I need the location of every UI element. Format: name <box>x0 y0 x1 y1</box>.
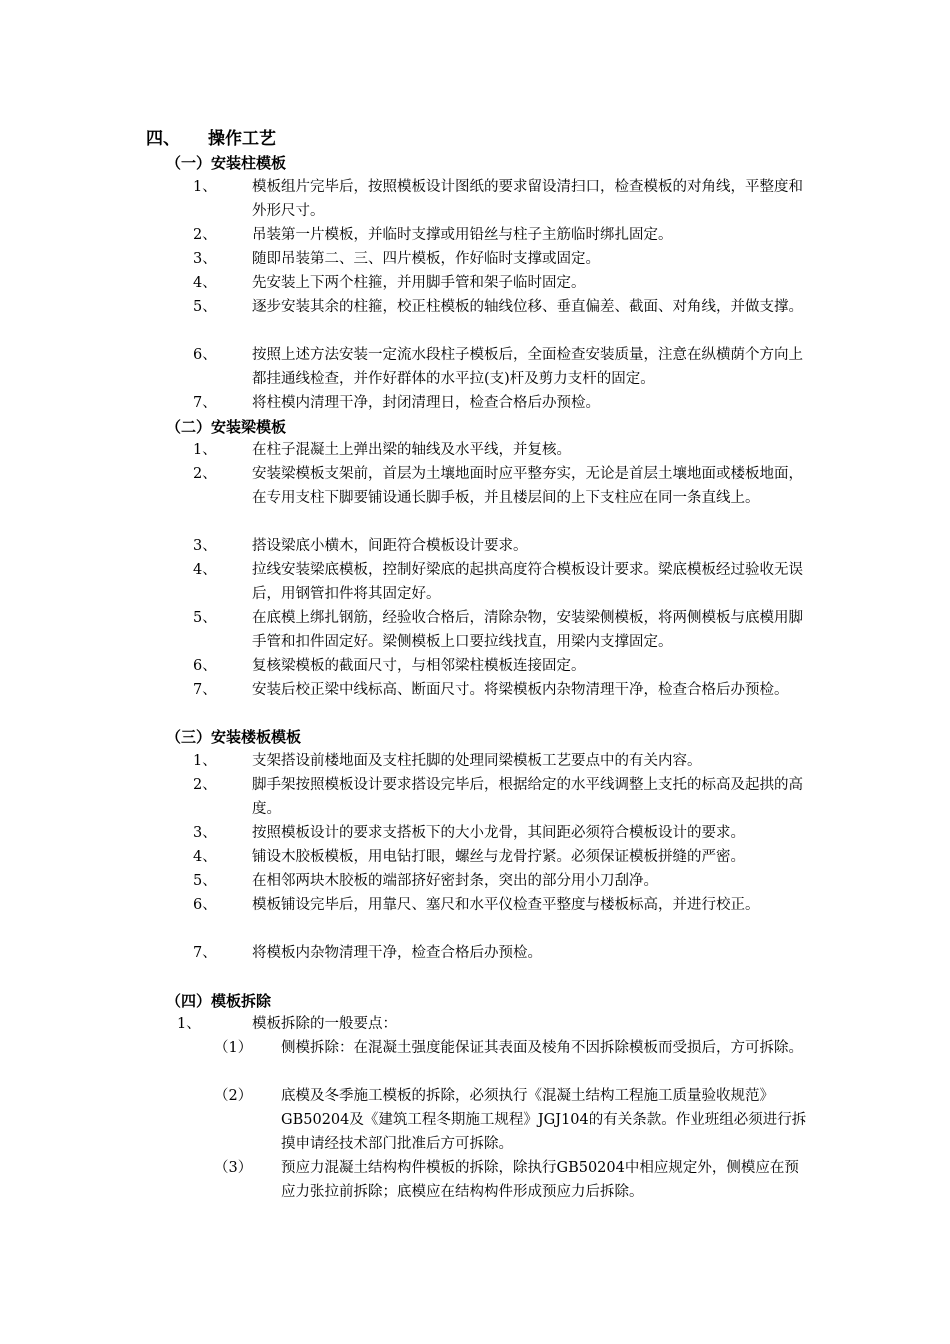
list-item <box>193 749 833 773</box>
item-text: 在底模上绑扎钢筋，经验收合格后，清除杂物，安装梁侧模板，将两侧模板与底模用脚手管和扣件固定好。梁侧模板上口要拉线找直，用梁内支撑固定。 <box>252 610 803 650</box>
subsection-heading <box>166 726 301 747</box>
item-number: 1、 <box>193 753 217 769</box>
item-text: 复核梁模板的截面尺寸，与相邻梁柱模板连接固定。 <box>252 658 586 674</box>
item-number: 2、 <box>193 466 217 482</box>
list-item <box>193 869 833 893</box>
list-item <box>193 558 833 606</box>
subitem-text: 预应力混凝土结构构件模板的拆除，除执行GB50204中相应规定外，侧模应在预应力张拉前拆除；底模应在结构构件形成预应力后拆除。 <box>281 1160 799 1200</box>
item-text: 随即吊装第二、三、四片模板，作好临时支撑或固定。 <box>252 251 600 267</box>
subsection-heading <box>166 990 271 1011</box>
item-text: 模板拆除的一般要点： <box>252 1016 397 1032</box>
item-text: 将模板内杂物清理干净，检查合格后办预检。 <box>252 945 542 961</box>
item-text: 安装后校正梁中线标高、断面尺寸。将梁模板内杂物清理干净，检查合格后办预检。 <box>252 682 789 698</box>
item-number: 1、 <box>177 1016 201 1032</box>
item-number: 1、 <box>193 442 217 458</box>
list-item <box>193 654 833 678</box>
item-number: 4、 <box>193 562 217 578</box>
item-text: 拉线安装梁底模板，控制好梁底的起拱高度符合模板设计要求。梁底模板经过验收无误后，用钢管扣件将其固定好。 <box>252 562 803 602</box>
subsection-heading <box>166 416 286 437</box>
item-number: 6、 <box>193 658 217 674</box>
item-number: 5、 <box>193 299 217 315</box>
list-item <box>193 678 833 702</box>
item-number: 6、 <box>193 897 217 913</box>
list-item <box>193 295 833 319</box>
subitem-text: 侧模拆除：在混凝土强度能保证其表面及棱角不因拆除模板而受损后，方可拆除。 <box>281 1040 803 1056</box>
item-number: 6、 <box>193 347 217 363</box>
list-item <box>193 271 833 295</box>
item-number: 2、 <box>193 227 217 243</box>
sub-list-item <box>214 1156 834 1204</box>
item-text: 先安装上下两个柱箍，并用脚手管和架子临时固定。 <box>252 275 586 291</box>
item-text: 安装梁模板支架前，首层为土壤地面时应平整夯实，无论是首层土壤地面或楼板地面，在专用支柱下脚要铺设通长脚手板，并且楼层间的上下支柱应在同一条直线上。 <box>252 466 803 506</box>
sub-list-item <box>214 1084 834 1156</box>
list-item <box>193 343 833 391</box>
item-number: 7、 <box>193 395 217 411</box>
list-item <box>193 438 833 462</box>
item-number: 7、 <box>193 945 217 961</box>
item-text: 搭设梁底小横木，间距符合模板设计要求。 <box>252 538 528 554</box>
item-number: 2、 <box>193 777 217 793</box>
subsection-title: 安装柱模板 <box>211 154 287 172</box>
item-text: 逐步安装其余的柱箍，校正柱模板的轴线位移、垂直偏差、截面、对角线，并做支撑。 <box>252 299 803 315</box>
subitem-number: （2） <box>214 1088 253 1104</box>
list-item <box>193 941 833 965</box>
item-number: 5、 <box>193 873 217 889</box>
subitem-number: （3） <box>214 1160 253 1176</box>
item-text: 在柱子混凝土上弹出梁的轴线及水平线，并复核。 <box>252 442 571 458</box>
list-item <box>193 247 833 271</box>
list-item <box>193 391 833 415</box>
subsection-number: （二） <box>166 418 212 436</box>
item-text: 脚手架按照模板设计要求搭设完毕后，根据给定的水平线调整上支托的标高及起拱的高度。 <box>252 777 803 817</box>
subsection-title: 安装楼板模板 <box>211 728 302 746</box>
list-item <box>193 773 833 821</box>
list-item <box>193 893 833 917</box>
subsection-heading <box>166 152 286 173</box>
sub-list-item <box>214 1036 834 1060</box>
list-item <box>193 606 833 654</box>
item-text: 按照上述方法安装一定流水段柱子模板后，全面检查安装质量，注意在纵横荫个方向上都挂通线检查，并作好群体的水平拉(支)杆及剪力支杆的固定。 <box>252 347 803 387</box>
item-number: 3、 <box>193 825 217 841</box>
item-text: 模板铺设完毕后，用靠尺、塞尺和水平仪检查平整度与楼板标高，并进行校正。 <box>252 897 760 913</box>
subitem-text: 底模及冬季施工模板的拆除，必须执行《混凝土结构工程施工质量验收规范》GB50204及《建筑工程冬期施工规程》JGJ104的有关条款。作业班组必须进行拆摸申请经技术部门批准后方可拆除。 <box>281 1088 807 1152</box>
list-item <box>193 462 833 510</box>
item-number: 1、 <box>193 179 217 195</box>
subsection-number: （三） <box>166 728 212 746</box>
item-number: 5、 <box>193 610 217 626</box>
subsection-number: （四） <box>166 992 212 1010</box>
list-item <box>177 1012 817 1036</box>
item-text: 铺设木胶板模板，用电钻打眼，螺丝与龙骨拧紧。必须保证模板拼缝的严密。 <box>252 849 745 865</box>
item-number: 3、 <box>193 251 217 267</box>
item-text: 吊装第一片模板，并临时支撑或用铅丝与柱子主筋临时绑扎固定。 <box>252 227 673 243</box>
subsection-number: （一） <box>166 154 212 172</box>
item-text: 按照模板设计的要求支搭板下的大小龙骨，其间距必须符合模板设计的要求。 <box>252 825 745 841</box>
item-number: 4、 <box>193 849 217 865</box>
subsection-title: 模板拆除 <box>211 992 272 1010</box>
item-text: 支架搭设前楼地面及支柱托脚的处理同梁模板工艺要点中的有关内容。 <box>252 753 702 769</box>
subsection-title: 安装梁模板 <box>211 418 287 436</box>
item-number: 4、 <box>193 275 217 291</box>
list-item <box>193 175 833 223</box>
item-text: 将柱模内清理干净，封闭清理日，检查合格后办预检。 <box>252 395 600 411</box>
section-heading <box>146 124 276 149</box>
item-text: 在相邻两块木胶板的端部挤好密封条，突出的部分用小刀刮净。 <box>252 873 658 889</box>
subitem-number: （1） <box>214 1040 253 1056</box>
list-item <box>193 845 833 869</box>
list-item <box>193 534 833 558</box>
item-number: 3、 <box>193 538 217 554</box>
item-number: 7、 <box>193 682 217 698</box>
heading-number: 四、 <box>146 129 180 149</box>
list-item <box>193 223 833 247</box>
heading-title: 操作工艺 <box>208 129 276 149</box>
item-text: 模板组片完毕后，按照模板设计图纸的要求留设清扫口，检查模板的对角线，平整度和外形尺寸。 <box>252 179 803 219</box>
list-item <box>193 821 833 845</box>
